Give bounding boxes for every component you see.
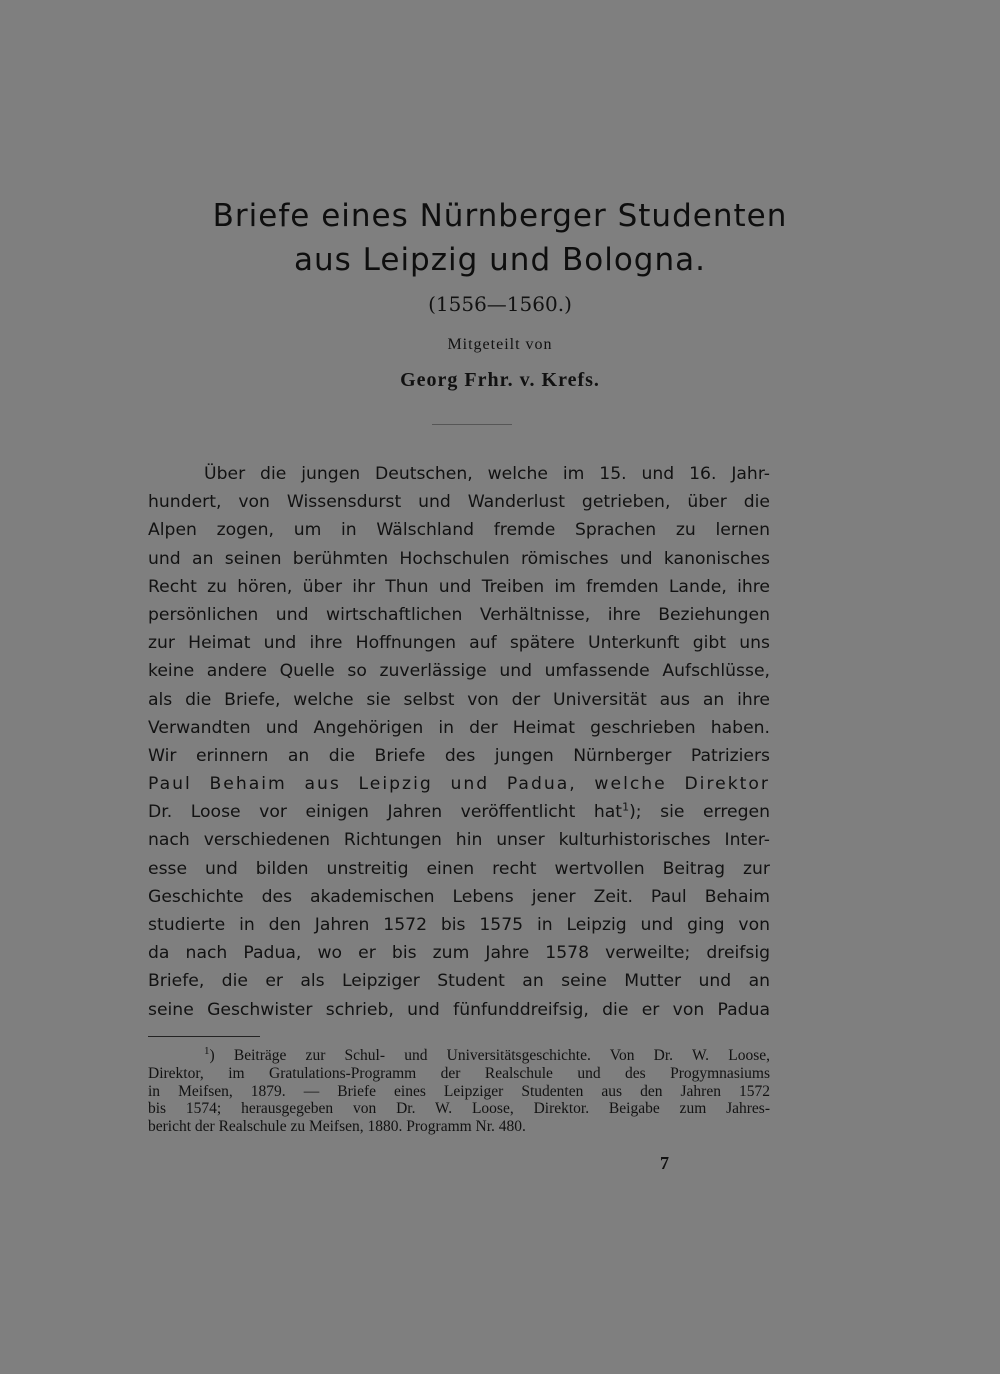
- body-line-text: Dr. Loose vor einigen Jahren veröffentlicht hat: [148, 802, 623, 823]
- date-range: (1556—1560.): [428, 292, 572, 316]
- section-separator: [432, 424, 512, 425]
- body-line: Recht zu hören, über ihr Thun und Treiben im fremden Lande, ihre: [148, 576, 770, 597]
- body-line: keine andere Quelle so zuverlässige und umfassende Aufschlüsse,: [148, 661, 770, 682]
- body-line: Über die jungen Deutschen, welche im 15. und 16. Jahr-: [204, 464, 770, 484]
- body-line: Wir erinnern an die Briefe des jungen Nürnberger Patriziers: [148, 745, 770, 766]
- author-name: Georg Frhr. v. Krefs.: [400, 369, 600, 391]
- footnote-line: bericht der Realschule zu Meifsen, 1880. Programm Nr. 480.: [148, 1118, 526, 1136]
- page-number: 7: [660, 1153, 669, 1173]
- footnote-block: [148, 1044, 770, 1136]
- body-line: seine Geschwister schrieb, und fünfunddreifsig, die er von Padua: [148, 999, 770, 1020]
- footnote-reference: 1: [622, 800, 630, 814]
- body-line-tail: ); sie erregen: [629, 802, 770, 823]
- body-line: Alpen zogen, um in Wälschland fremde Sprachen zu lernen: [148, 520, 770, 541]
- body-line: da nach Padua, wo er bis zum Jahre 1578 verweilte; dreifsig: [148, 943, 770, 964]
- body-line: Paul Behaim aus Leipzig und Padua, welche Direktor: [148, 774, 770, 795]
- body-line: esse und bilden unstreitig einen recht wertvollen Beitrag zur: [148, 858, 770, 879]
- body-line: Verwandten und Angehörigen in der Heimat geschrieben haben.: [148, 717, 770, 738]
- body-line: Geschichte des akademischen Lebens jener Zeit. Paul Behaim: [148, 886, 770, 907]
- body-line: und an seinen berühmten Hochschulen römisches und kanonisches: [148, 548, 770, 569]
- body-line-with-footnote: [148, 798, 770, 826]
- communicated-by-label: Mitgeteilt von: [447, 336, 553, 353]
- body-line: nach verschiedenen Richtungen hin unser kulturhistorisches Inter-: [148, 830, 770, 851]
- body-paragraph: [148, 460, 770, 1024]
- body-line: zur Heimat und ihre Hoffnungen auf spätere Unterkunft gibt uns: [148, 633, 770, 654]
- footnote-line: in Meifsen, 1879. — Briefe eines Leipziger Studenten aus den Jahren 1572: [148, 1082, 770, 1100]
- footnote-line: Direktor, im Gratulations-Programm der Realschule und des Progymnasiums: [148, 1064, 770, 1082]
- footnote-divider: [148, 1036, 260, 1037]
- title-line-1: Briefe eines Nürnberger Studenten: [212, 198, 788, 234]
- body-line: persönlichen und wirtschaftlichen Verhältnisse, ihre Beziehungen: [148, 604, 770, 625]
- body-line: als die Briefe, welche sie selbst von der Universität aus an ihre: [148, 689, 770, 710]
- footnote-line-text: ) Beiträge zur Schul- und Universitätsgeschichte. Von Dr. W. Loose,: [209, 1047, 770, 1064]
- body-line: Briefe, die er als Leipziger Student an seine Mutter und an: [148, 971, 770, 992]
- title-line-2: aus Leipzig und Bologna.: [294, 242, 706, 278]
- footnote-line: [148, 1044, 770, 1065]
- footnote-marker: 1: [204, 1044, 210, 1057]
- footnote-line: bis 1574; herausgegeben von Dr. W. Loose, Direktor. Beigabe zum Jahres-: [148, 1100, 770, 1118]
- body-line: studierte in den Jahren 1572 bis 1575 in Leipzig und ging von: [148, 915, 770, 935]
- body-line: hundert, von Wissensdurst und Wanderlust getrieben, über die: [148, 492, 770, 513]
